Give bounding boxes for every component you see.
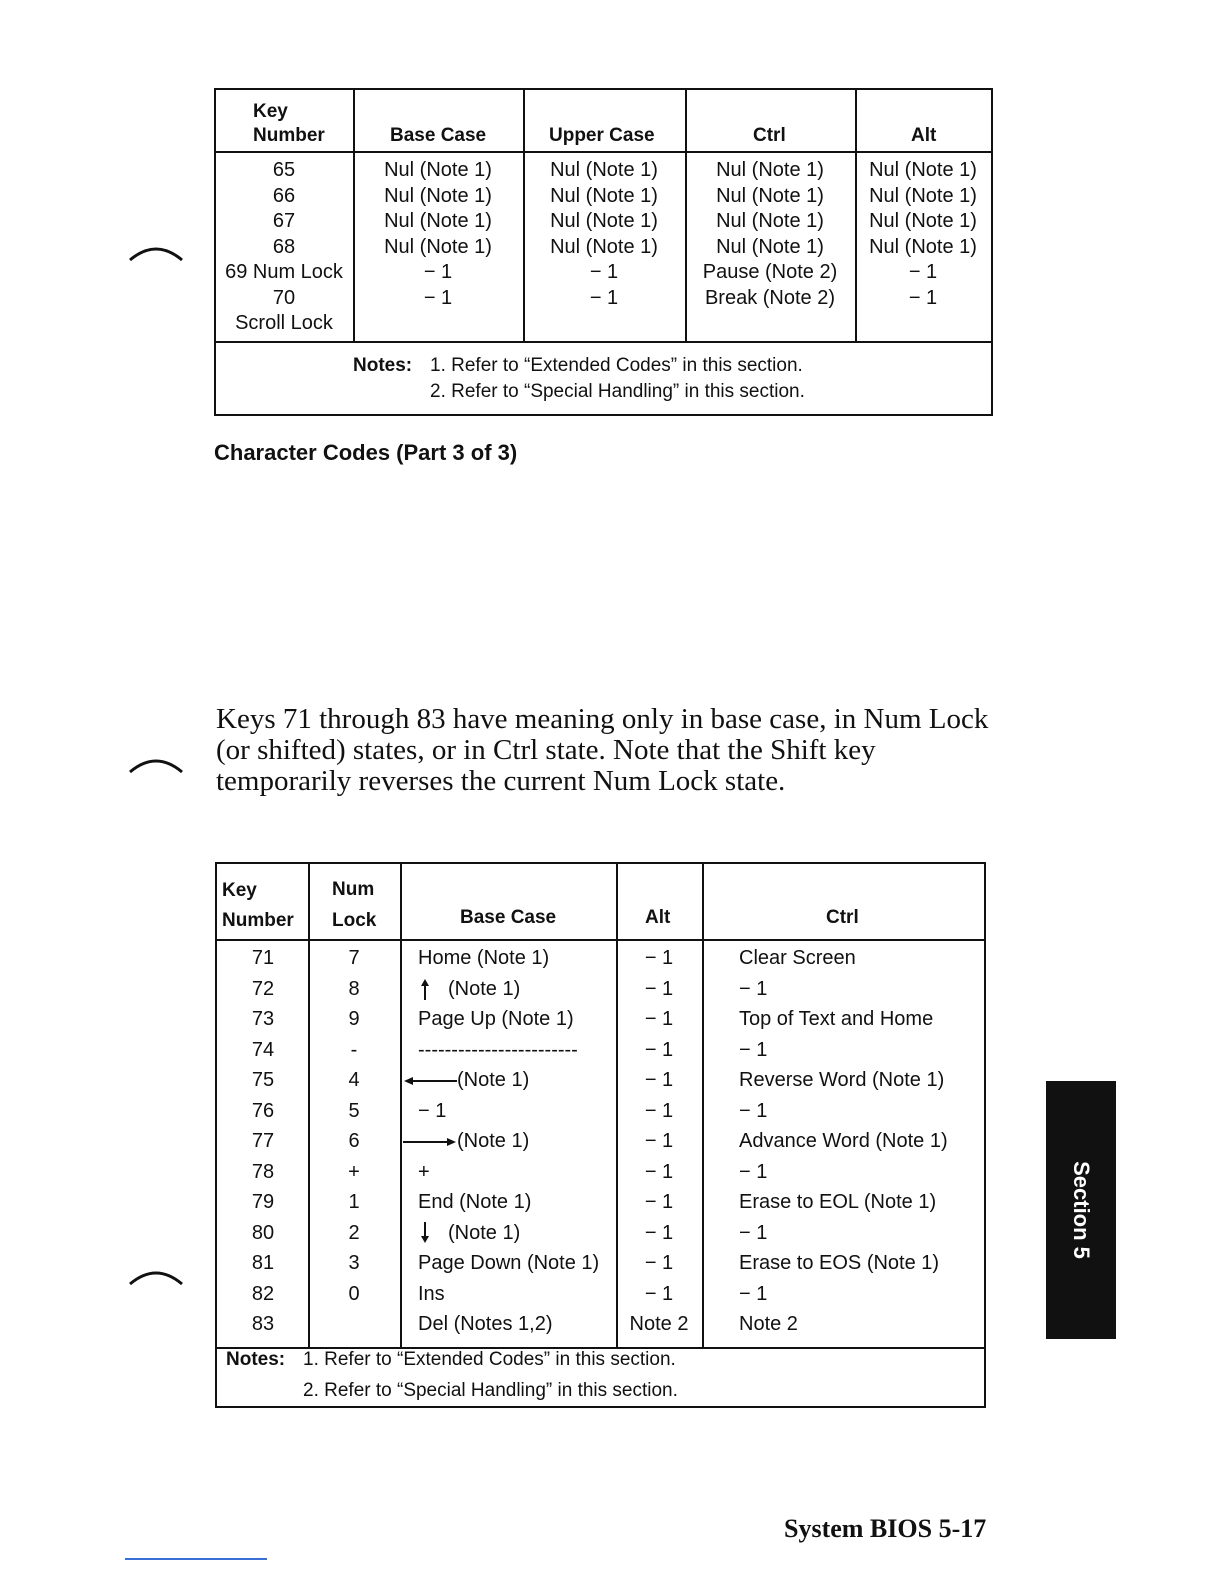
table-cell-base: ------------------------ [418, 1038, 578, 1061]
header-ctrl: Ctrl [826, 907, 859, 928]
table-cell-base: Home (Note 1) [418, 947, 550, 969]
table-cell-key: Scroll Lock [235, 312, 333, 334]
table-cell-num: 3 [348, 1252, 360, 1274]
table-cell-alt: − 1 [644, 1099, 674, 1122]
table-cell-num: 5 [348, 1099, 360, 1122]
table-cell-key: 79 [251, 1191, 275, 1213]
margin-mark [128, 1268, 184, 1286]
table-cell-ctrl: Advance Word (Note 1) [739, 1130, 948, 1152]
table-cell-base [403, 1129, 529, 1153]
table-cell-upper: Nul (Note 1) [550, 159, 658, 181]
table-cell-alt: − 1 [644, 1130, 674, 1152]
table-cell-num: 7 [348, 947, 360, 969]
table-cell-ctrl: Nul (Note 1) [716, 184, 824, 207]
table-cell-alt: − 1 [644, 977, 674, 1000]
table-cell-base: Page Down (Note 1) [418, 1252, 600, 1274]
base-case-label: (Note 1) [448, 977, 521, 1000]
notes-label: Notes: [353, 355, 413, 376]
header-key-number: Key Number [253, 101, 325, 146]
table-cell-num: 6 [348, 1130, 360, 1152]
table-cell-ctrl: Nul (Note 1) [716, 235, 824, 258]
table-cell-base [418, 1221, 520, 1246]
paragraph-line: (or shifted) states, or in Ctrl state. Note that the Shift key [216, 734, 876, 766]
table-cell-key: 73 [251, 1008, 275, 1030]
right-arrow-icon [403, 1136, 457, 1148]
table-cell-base: Del (Notes 1,2) [418, 1313, 553, 1335]
table-cell-num: 9 [348, 1008, 360, 1030]
table-cell-base: Ins [418, 1282, 445, 1305]
table-cell-key: 82 [251, 1282, 275, 1305]
margin-mark [128, 756, 184, 774]
table-cell-key: 76 [251, 1099, 275, 1122]
table-cell-alt: Nul (Note 1) [869, 184, 977, 207]
table-cell-ctrl: Reverse Word (Note 1) [739, 1069, 945, 1091]
table-cell-ctrl: Pause (Note 2) [702, 261, 838, 283]
down-arrow-icon [418, 1221, 432, 1245]
table-cell-num: 0 [348, 1282, 360, 1305]
header-base-case: Base Case [460, 907, 557, 928]
header-ctrl: Ctrl [753, 125, 786, 146]
table-cell-upper: − 1 [589, 261, 619, 283]
left-arrow-icon [403, 1075, 457, 1087]
table-cell-base: Nul (Note 1) [384, 210, 492, 232]
table-cell-upper: Nul (Note 1) [550, 184, 658, 207]
character-codes-table [214, 88, 993, 416]
paragraph-line: Keys 71 through 83 have meaning only in base case, in Num Lock [216, 703, 989, 735]
table-cell-ctrl: Top of Text and Home [739, 1008, 934, 1030]
table-cell-ctrl: Note 2 [739, 1313, 798, 1335]
section-tab [1046, 1081, 1116, 1339]
table-cell-upper: − 1 [589, 286, 619, 309]
header-alt: Alt [645, 907, 671, 928]
table-cell-ctrl: Break (Note 2) [704, 286, 836, 309]
table-cell-ctrl: − 1 [739, 1038, 768, 1061]
table-cell-num: 8 [348, 977, 360, 1000]
note-1: 1. Refer to “Extended Codes” in this section. [430, 355, 803, 376]
table-cell-key: 77 [251, 1130, 275, 1152]
table-caption: Character Codes (Part 3 of 3) [214, 440, 518, 465]
table-cell-base: Nul (Note 1) [384, 184, 492, 207]
table-cell-key: 67 [272, 210, 296, 232]
note-2: 2. Refer to “Special Handling” in this section. [430, 381, 805, 402]
table-cell-base: − 1 [423, 286, 453, 309]
table-cell-base: Nul (Note 1) [384, 159, 492, 181]
table-cell-key: 78 [251, 1160, 275, 1183]
table-cell-ctrl: Nul (Note 1) [716, 159, 824, 181]
header-base-case: Base Case [390, 125, 487, 146]
up-arrow-icon [418, 977, 432, 1001]
table-cell-key: 70 [272, 286, 296, 309]
header-num-lock: Num Lock [332, 879, 377, 931]
table-cell-base [403, 1068, 529, 1092]
note-2: 2. Refer to “Special Handling” in this section. [303, 1380, 678, 1401]
table-cell-alt: Nul (Note 1) [869, 210, 977, 232]
table-cell-alt: Note 2 [629, 1313, 689, 1335]
body-paragraph [216, 704, 988, 797]
table-cell-ctrl: − 1 [739, 1160, 768, 1183]
table-cell-upper: Nul (Note 1) [550, 235, 658, 258]
base-case-label: (Note 1) [457, 1130, 530, 1152]
table-cell-ctrl: Erase to EOL (Note 1) [739, 1191, 937, 1213]
table-cell-base: + [418, 1160, 430, 1183]
table-cell-ctrl: − 1 [739, 1099, 768, 1122]
keypad-codes-table [215, 862, 986, 1408]
table-cell-key: 80 [251, 1221, 275, 1244]
table-cell-key: 71 [251, 947, 275, 969]
table-cell-alt: − 1 [908, 286, 938, 309]
table-cell-upper: Nul (Note 1) [550, 210, 658, 232]
table-cell-ctrl: − 1 [739, 1221, 768, 1244]
table-cell-alt: − 1 [644, 1191, 674, 1213]
notes-label: Notes: [226, 1349, 286, 1370]
table-cell-num: - [350, 1038, 358, 1061]
base-case-label: (Note 1) [448, 1221, 521, 1244]
table-cell-alt: − 1 [644, 1008, 674, 1030]
paragraph-line: temporarily reverses the current Num Lock state. [216, 765, 786, 797]
table-cell-num: 4 [348, 1069, 360, 1091]
table-cell-alt: − 1 [644, 1160, 674, 1183]
page-footer: System BIOS 5-17 [784, 1514, 987, 1543]
header-upper-case: Upper Case [549, 125, 655, 146]
table-cell-alt: − 1 [644, 1252, 674, 1274]
base-case-label: (Note 1) [457, 1069, 530, 1091]
table-cell-ctrl: − 1 [739, 1282, 768, 1305]
table-cell-alt: − 1 [644, 947, 674, 969]
header-key-number: Key Number [222, 880, 294, 931]
table-cell-ctrl: − 1 [739, 977, 768, 1000]
table-cell-key: 72 [251, 977, 275, 1000]
margin-mark [128, 244, 184, 262]
bottom-rule [125, 1558, 267, 1560]
table-cell-key: 83 [251, 1313, 275, 1335]
table-cell-alt: Nul (Note 1) [869, 235, 977, 258]
table-cell-key: 75 [251, 1069, 275, 1091]
table-cell-alt: − 1 [644, 1069, 674, 1091]
table-cell-key: 68 [272, 235, 296, 258]
header-alt: Alt [911, 125, 937, 146]
note-1: 1. Refer to “Extended Codes” in this section. [303, 1349, 676, 1370]
table-cell-base: End (Note 1) [418, 1191, 532, 1213]
table-cell-num: 2 [348, 1221, 360, 1244]
table-cell-key: 81 [251, 1252, 275, 1274]
table-cell-key: 65 [272, 159, 296, 181]
table-cell-alt: − 1 [644, 1038, 674, 1061]
table-cell-base: − 1 [418, 1099, 447, 1122]
table-cell-key: 74 [251, 1038, 275, 1061]
table-cell-base: Nul (Note 1) [384, 235, 492, 258]
table-cell-base: Page Up (Note 1) [418, 1008, 574, 1030]
table-cell-ctrl: Erase to EOS (Note 1) [739, 1252, 940, 1274]
table-cell-base: − 1 [423, 261, 453, 283]
table-cell-num: 1 [348, 1191, 360, 1213]
table-cell-alt: − 1 [644, 1221, 674, 1244]
table-cell-ctrl: Nul (Note 1) [716, 210, 824, 232]
table-cell-ctrl: Clear Screen [739, 947, 856, 969]
section-tab-label: Section 5 [1069, 1161, 1094, 1259]
table-cell-key: 69 Num Lock [225, 261, 343, 283]
table-cell-alt: − 1 [908, 261, 938, 283]
table-cell-base [418, 977, 520, 1002]
table-cell-alt: Nul (Note 1) [869, 159, 977, 181]
table-cell-num: + [348, 1160, 360, 1183]
table-cell-key: 66 [272, 184, 296, 207]
table-cell-alt: − 1 [644, 1282, 674, 1305]
